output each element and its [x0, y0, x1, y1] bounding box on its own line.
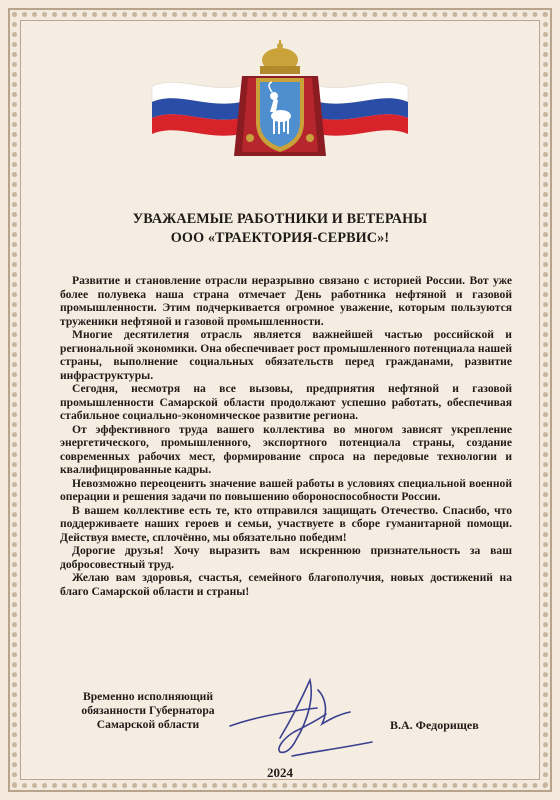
handwritten-signature-icon [222, 668, 387, 768]
paragraph: Сегодня, несмотря на все вызовы, предприятия нефтяной и газовой промышленности Самарской области продолжают успешно работать, обеспечивая стабильное социально-экономическое развитие региона. [60, 382, 512, 422]
right-flag-icon [310, 82, 408, 135]
letter-body [60, 274, 512, 598]
signatory-position [58, 690, 238, 732]
signatory-name: В.А. Федорищев [390, 718, 479, 732]
heading-line-2: ООО «ТРАЕКТОРИЯ-СЕРВИС»! [170, 230, 390, 246]
paragraph: Дорогие друзья! Хочу выразить вам искреннюю признательность за ваш добросовестный труд. [60, 544, 512, 571]
position-line: обязанности Губернатора [81, 704, 215, 717]
letter-year: 2024 [267, 765, 293, 780]
paragraph: В вашем коллективе есть те, кто отправился защищать Отечество. Спасибо, что поддерживаете наших героев и семьи, участвуете в сборе гуманитарной помощи. Действуя вместе, сплочённо, мы обязательно победим! [60, 503, 512, 544]
position-line: Временно исполняющий [82, 690, 214, 703]
paragraph: Желаю вам здоровья, счастья, семейного благополучия, новых достижений на благо Самарской области и страны! [60, 571, 512, 598]
samara-coat-of-arms-icon [150, 38, 410, 166]
paragraph: Развитие и становление отрасли неразрывно связано с историей России. Вот уже более полувека наша страна отмечает День работника нефтяной и газовой промышленности. Этим подчеркивается огромное уважение, которым пользуются труженики нефтяной и газовой промышленности. [60, 274, 512, 328]
greeting-heading [30, 210, 530, 248]
left-flag-icon [152, 82, 250, 135]
paragraph: Невозможно переоценить значение вашей работы в условиях специальной военной операции и решения задачи по повышению обороноспособности России. [60, 476, 512, 503]
position-line: Самарской области [96, 718, 200, 731]
paragraph: От эффективного труда вашего коллектива во многом зависят укрепление энергетического, промышленного, экспортного потенциала страны, создание современных рабочих мест, формирование спроса на передовые технологии и квалифицированные кадры. [60, 422, 512, 476]
crown-icon [260, 40, 300, 74]
paragraph: Многие десятилетия отрасль является важнейшей частью российской и региональной экономики. Она обеспечивает рост промышленного потенциала нашей страны, выполнение социальных обязательств перед гражданами, развитие инфраструктуры. [60, 328, 512, 382]
heading-line-1: УВАЖАЕМЫЕ РАБОТНИКИ И ВЕТЕРАНЫ [132, 211, 428, 227]
